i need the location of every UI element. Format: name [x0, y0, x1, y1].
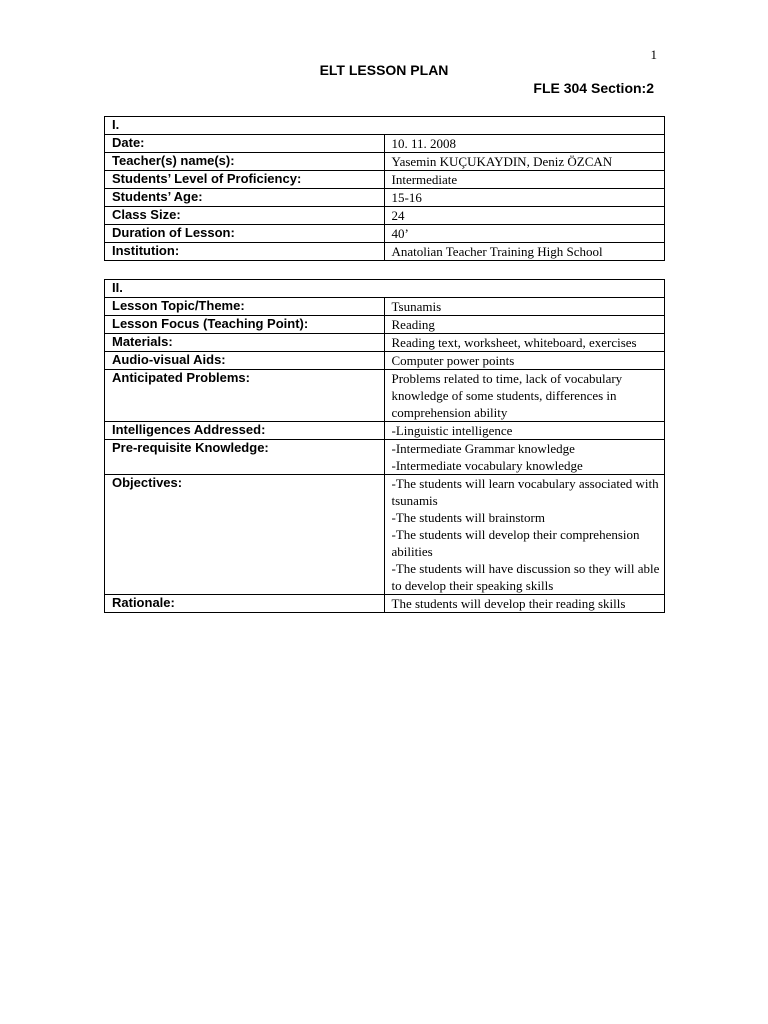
field-label: Duration of Lesson:: [105, 225, 385, 243]
field-value: [385, 171, 665, 189]
table-row-students-age: [105, 189, 664, 207]
field-label: Anticipated Problems:: [105, 370, 385, 422]
table-row-class-size: [105, 207, 664, 225]
section-heading-row: [105, 117, 664, 135]
field-value: [385, 475, 665, 595]
section-heading: I.: [105, 117, 664, 135]
field-label: Students’ Level of Proficiency:: [105, 171, 385, 189]
field-value: [385, 207, 665, 225]
section1-body: [105, 117, 664, 260]
field-label: Audio-visual Aids:: [105, 352, 385, 370]
document-title: ELT LESSON PLAN: [319, 62, 449, 78]
table-row-lesson-focus-teaching-point: [105, 316, 664, 334]
value-line: Reading text, worksheet, whiteboard, exercises: [391, 335, 637, 350]
value-line: Problems related to time, lack of vocabulary knowledge of some students, differences in comprehension ability: [391, 371, 623, 420]
field-label: Materials:: [105, 334, 385, 352]
table-row-lesson-topic-theme: [105, 298, 664, 316]
table-row-objectives: [105, 475, 664, 595]
value-line: Tsunamis: [391, 299, 442, 314]
value-line: The students will develop their reading skills: [391, 596, 626, 611]
field-label: Institution:: [105, 243, 385, 260]
table-row-institution: [105, 243, 664, 260]
value-line: -The students will brainstorm: [391, 510, 545, 525]
field-value: [385, 225, 665, 243]
section2-body: [105, 280, 664, 612]
section-heading: II.: [105, 280, 664, 298]
lesson-details-table: [104, 279, 665, 613]
table-row-date: [105, 135, 664, 153]
table-row-intelligences-addressed: [105, 422, 664, 440]
table-row-students-level-of-proficiency: [105, 171, 664, 189]
lesson-info-table: [104, 116, 665, 261]
table-row-anticipated-problems: [105, 370, 664, 422]
field-label: Date:: [105, 135, 385, 153]
value-line: -The students will develop their comprehension abilities: [391, 527, 640, 559]
field-value: [385, 595, 665, 612]
field-value: [385, 135, 665, 153]
value-line: 40’: [391, 226, 409, 241]
field-label: Students’ Age:: [105, 189, 385, 207]
field-value: [385, 334, 665, 352]
table-row-duration-of-lesson: [105, 225, 664, 243]
field-value: [385, 316, 665, 334]
field-label: Lesson Topic/Theme:: [105, 298, 385, 316]
value-line: 24: [391, 208, 405, 223]
page-number: 1: [650, 47, 657, 62]
field-value: [385, 370, 665, 422]
field-label: Teacher(s) name(s):: [105, 153, 385, 171]
field-label: Pre-requisite Knowledge:: [105, 440, 385, 475]
field-value: [385, 243, 665, 260]
table-row-rationale: [105, 595, 664, 612]
field-value: [385, 422, 665, 440]
value-line: Computer power points: [391, 353, 515, 368]
field-label: Rationale:: [105, 595, 385, 612]
table-row-pre-requisite-knowledge: [105, 440, 664, 475]
value-line: -Intermediate Grammar knowledge: [391, 441, 575, 456]
value-line: Yasemin KUÇUKAYDIN, Deniz ÖZCAN: [391, 154, 613, 169]
table-row-teacher-s-name-s: [105, 153, 664, 171]
value-line: 15-16: [391, 190, 422, 205]
field-value: [385, 153, 665, 171]
field-label: Lesson Focus (Teaching Point):: [105, 316, 385, 334]
field-value: [385, 298, 665, 316]
value-line: Intermediate: [391, 172, 458, 187]
value-line: -The students will learn vocabulary associated with tsunamis: [391, 476, 659, 508]
field-label: Intelligences Addressed:: [105, 422, 385, 440]
value-line: 10. 11. 2008: [391, 136, 457, 151]
table-row-materials: [105, 334, 664, 352]
field-value: [385, 352, 665, 370]
value-line: Reading: [391, 317, 435, 332]
field-label: Class Size:: [105, 207, 385, 225]
course-section: FLE 304 Section:2: [533, 80, 654, 96]
value-line: -Intermediate vocabulary knowledge: [391, 458, 583, 473]
field-value: [385, 440, 665, 475]
field-value: [385, 189, 665, 207]
field-label: Objectives:: [105, 475, 385, 595]
value-line: -Linguistic intelligence: [391, 423, 513, 438]
value-line: -The students will have discussion so they will able to develop their speaking skills: [391, 561, 660, 593]
value-line: Anatolian Teacher Training High School: [391, 244, 603, 259]
table-row-audio-visual-aids: [105, 352, 664, 370]
section-heading-row: [105, 280, 664, 298]
